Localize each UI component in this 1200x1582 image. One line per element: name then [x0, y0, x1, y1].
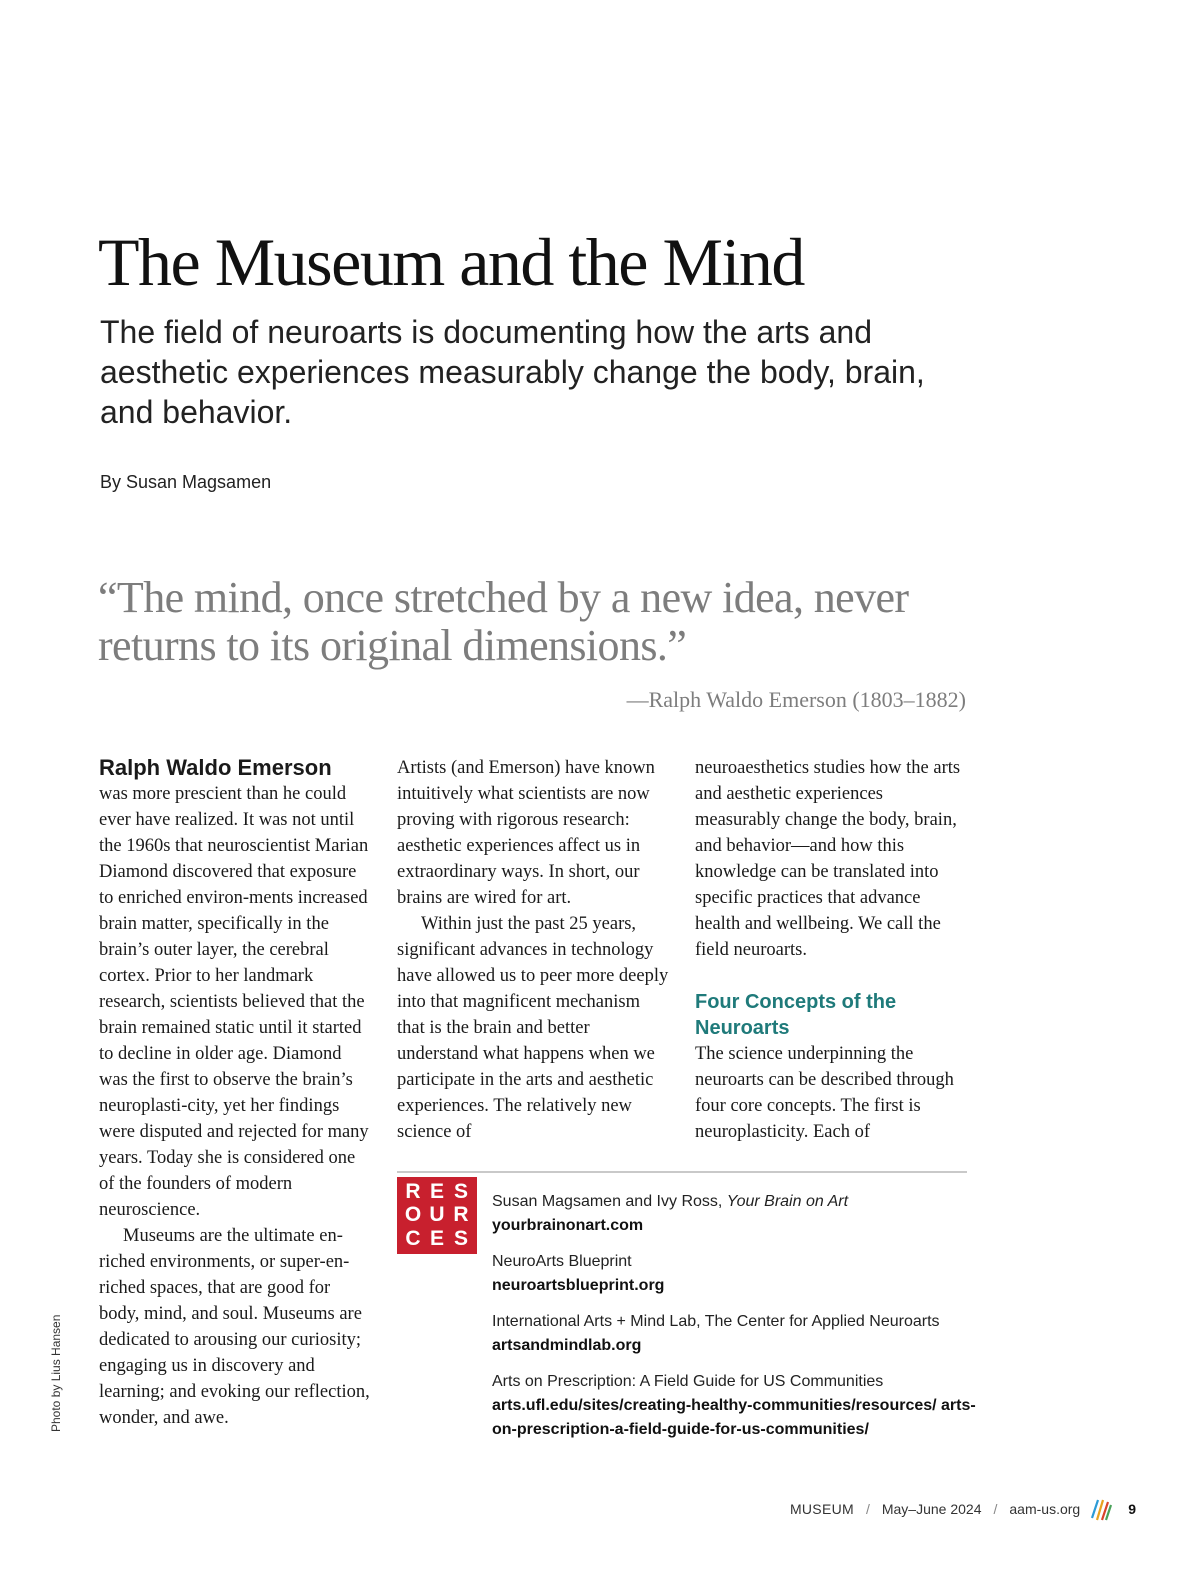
- logo-letter: E: [429, 1179, 444, 1203]
- footer-publication: MUSEUM: [789, 1501, 854, 1517]
- resource-link[interactable]: artsandmindlab.org: [492, 1337, 642, 1354]
- body-column-1: [99, 755, 371, 1431]
- body-paragraph: [99, 755, 371, 1223]
- logo-letter: U: [429, 1203, 445, 1227]
- quote-attribution: —Ralph Waldo Emerson (1803–1882): [626, 687, 966, 712]
- resource-item: [492, 1190, 982, 1238]
- logo-letter: S: [453, 1179, 468, 1203]
- logo-letter: E: [429, 1227, 444, 1251]
- page-footer: MUSEUM / May–June 2024 / aam-us.org 9: [790, 1496, 1136, 1522]
- resource-item: [492, 1310, 982, 1358]
- resource-item: [492, 1370, 982, 1442]
- article-title: The Museum and the Mind: [98, 224, 804, 300]
- footer-site[interactable]: aam-us.org: [1009, 1501, 1081, 1517]
- lead-text: was more prescient than he could ever have realized. It was not until the 1960s that neuroscientist Marian Diamond discovered that exposure to enriched environ-ments increased brain matter, specifically in the brain’s outer layer, the cerebral cortex. Prior to her landmark research, scientists believed that the brain remained static until it started to decline in older age. Diamond was the first to observe the brain’s neuroplasti-city, yet her findings were disputed and rejected for many years. Today she is considered one of the founders of modern neuroscience.: [99, 784, 369, 1220]
- logo-letter: C: [405, 1227, 421, 1251]
- byline: By Susan Magsamen: [100, 472, 272, 492]
- body-paragraph: Museums are the ultimate en-riched environments, or super-en-riched spaces, that are good for body, mind, and soul. Museums are dedicated to arousing our curiosity; engaging us in discovery and learning; and evoking our reflection, wonder, and awe.: [99, 1226, 370, 1428]
- resource-link[interactable]: yourbrainonart.com: [492, 1217, 644, 1234]
- photo-credit: Photo by Lius Hansen: [49, 1314, 63, 1432]
- resources-divider: [397, 1171, 967, 1173]
- resource-name: Arts on Prescription: A Field Guide for US Communities: [492, 1373, 884, 1390]
- resources-logo: [397, 1177, 477, 1254]
- resource-name: Susan Magsamen and Ivy Ross, Your Brain on Art: [492, 1193, 849, 1210]
- body-column-3: [695, 755, 967, 1145]
- logo-letter: O: [404, 1203, 422, 1227]
- aam-stripes-logo-icon: [1088, 1496, 1114, 1522]
- page-number: 9: [1128, 1501, 1136, 1517]
- logo-letter: R: [405, 1179, 421, 1203]
- section-heading: Four Concepts of the Neuroarts: [695, 991, 897, 1039]
- resource-link[interactable]: neuroartsblueprint.org: [492, 1277, 665, 1294]
- logo-letter: S: [453, 1227, 468, 1251]
- article-subtitle: The field of neuroarts is documenting how the arts and aesthetic experiences measurably change the body, brain, and behavior.: [100, 314, 925, 430]
- body-column-2: [397, 755, 669, 1145]
- logo-letter: R: [453, 1203, 469, 1227]
- resources-list: [492, 1190, 982, 1454]
- body-paragraph: Within just the past 25 years, significant advances in technology have allowed us to peer more deeply into that magnificent mechanism that is the brain and better understand what happens when we participate in the arts and aesthetic experiences. The relatively new science of: [397, 914, 669, 1142]
- resource-link[interactable]: arts.ufl.edu/sites/creating-healthy-communities/resources/ arts-on-prescription-a-field-guide-for-us-communities/: [492, 1397, 976, 1438]
- footer-issue: May–June 2024: [881, 1501, 982, 1517]
- body-paragraph: The science underpinning the neuroarts can be described through four core concepts. The first is neuroplasticity. Each of: [695, 1044, 954, 1142]
- resource-item: [492, 1250, 982, 1298]
- body-paragraph: Artists (and Emerson) have known intuitively what scientists are now proving with rigorous research: aesthetic experiences affect us in extraordinary ways. In short, our brains are wired for art.: [397, 758, 655, 908]
- pull-quote: “The mind, once stretched by a new idea, never returns to its original dimensions.”: [98, 573, 909, 670]
- resource-name: International Arts + Mind Lab, The Center for Applied Neuroarts: [492, 1313, 940, 1330]
- resource-name: NeuroArts Blueprint: [492, 1253, 632, 1270]
- body-paragraph: neuroaesthetics studies how the arts and aesthetic experiences measurably change the body, brain, and behavior—and how this knowledge can be translated into specific practices that advance health and wellbeing. We call the field neuroarts.: [695, 758, 961, 960]
- lead-heading: Ralph Waldo Emerson: [99, 755, 332, 780]
